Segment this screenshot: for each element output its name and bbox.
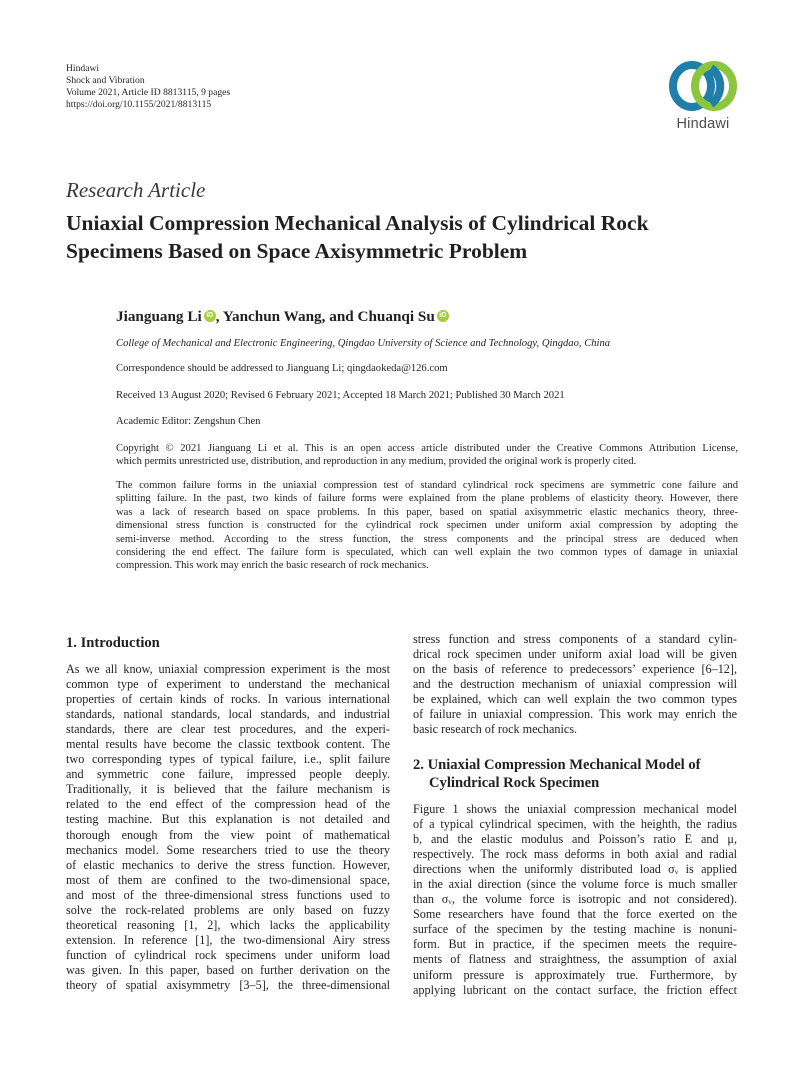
heading-line: 2. Uniaxial Compression Mechanical Model of	[413, 757, 701, 773]
publisher-name: Hindawi	[66, 63, 100, 74]
hindawi-wordmark: Hindawi	[676, 116, 730, 132]
author-name: Jianguang Li	[116, 308, 202, 325]
body-line: on the basis of reference to predecessors’ experience [6–12],	[413, 662, 737, 677]
body-line: applying lubricant on the contact surface, the friction effect	[413, 982, 737, 997]
body-line: in the axial direction (since the volume force is much smaller	[413, 877, 737, 892]
body-line: theory of spatial axisymmetry [3–5], the three-dimensional	[66, 977, 390, 992]
article-dates: Received 13 August 2020; Revised 6 February 2021; Accepted 18 March 2021; Published 30 March 2021	[116, 390, 565, 401]
academic-editor: Academic Editor: Zengshun Chen	[116, 416, 261, 427]
body-line: and symmetric cone failure, impressed people deeply.	[66, 767, 390, 782]
abstract	[116, 479, 738, 573]
copyright-line: which permits unrestricted use, distribution, and reproduction in any medium, provided the original work is properly cited.	[116, 456, 637, 468]
body-line: form. But in practice, if the specimen meets the require-	[413, 937, 737, 952]
body-line: drical rock specimen under uniform axial load will be given	[413, 647, 737, 662]
orcid-icon[interactable]	[204, 310, 216, 322]
heading-line: Cylindrical Rock Specimen	[429, 775, 600, 791]
body-line: standards, national standards, local standards, and industrial	[66, 707, 390, 722]
body-line: solve the rock-related problems are only based on fuzzy	[66, 902, 390, 917]
body-line: standards, there are clear test procedures, and the experi-	[66, 722, 390, 737]
orcid-icon[interactable]	[437, 310, 449, 322]
body-line: properties of certain kinds of rocks. In various international	[66, 692, 390, 707]
body-line: respectively. The rock mass deforms in both axial and radial	[413, 847, 737, 862]
copyright-line: Copyright © 2021 Jianguang Li et al. This is an open access article distributed under the Creative Commons Attribution License,	[116, 443, 738, 454]
body-line: mental results have become the classic textbook content. The	[66, 737, 390, 752]
journal-header	[66, 63, 230, 111]
body-line: theoretical reasoning [1, 2], which lacks the applicability	[66, 917, 390, 932]
body-line: testing machine. But this explanation is not detailed and	[66, 812, 390, 827]
doi-link[interactable]: https://doi.org/10.1155/2021/8813115	[66, 99, 212, 110]
body-line: surface of the specimen by the testing machine is nonuni-	[413, 922, 737, 937]
title-line: Uniaxial Compression Mechanical Analysis of Cylindrical Rock	[66, 211, 649, 235]
article-type: Research Article	[66, 178, 206, 202]
abstract-line: compression. This work may enrich the basic research of rock mechanics.	[116, 560, 429, 572]
title-line: Specimens Based on Space Axisymmetric Problem	[66, 239, 528, 263]
journal-name: Shock and Vibration	[66, 75, 145, 86]
body-line: Figure 1 shows the uniaxial compression mechanical model	[413, 802, 737, 816]
article-title	[66, 209, 746, 265]
body-line: of elastic mechanics to derive the stress function. However,	[66, 857, 390, 872]
author-list	[116, 308, 449, 326]
body-line: of failure in uniaxial compression. This work may enrich the	[413, 707, 737, 722]
body-line: and the destruction mechanism of uniaxial compression will	[413, 677, 737, 692]
body-line: most of them are confined to the two-dimensional space,	[66, 872, 390, 887]
body-line: than σᵥ, the volume force is isotropic and not considered).	[413, 892, 737, 907]
body-line: basic research of rock mechanics.	[413, 722, 578, 737]
body-line: thorough enough from the view point of mathematical	[66, 827, 390, 842]
abstract-line: was a lack of research based on space problems. In this paper, based on spatial axisymmetric elastic mechanics theory, three-	[116, 506, 738, 518]
copyright-notice	[116, 442, 738, 469]
abstract-line: dimensional stress function is constructed for the cylindrical rock specimen under uniform axial compression by adopting the	[116, 520, 738, 532]
affiliation: College of Mechanical and Electronic Engineering, Qingdao University of Science and Technology, Qingdao, China	[116, 338, 611, 349]
correspondence: Correspondence should be addressed to Jianguang Li; qingdaokeda@126.com	[116, 363, 448, 374]
body-line: As we all know, uniaxial compression experiment is the most	[66, 662, 390, 676]
abstract-line: considering the end effect. The failure form is speculated, which can well explain the two common types of damage in uniaxial	[116, 547, 738, 559]
body-line: uniform pressure is approximately true. Furthermore, by	[413, 967, 737, 982]
body-line: ments of flatness and straightness, the assumption of axial	[413, 952, 737, 967]
author-names: , Yanchun Wang, and Chuanqi Su	[215, 308, 435, 325]
body-line: extension. In reference [1], the two-dimensional Airy stress	[66, 932, 390, 947]
body-line: function of cylindrical rock specimens under uniform load	[66, 947, 390, 962]
body-line: stress function and stress components of a standard cylin-	[413, 632, 737, 646]
body-line: related to the end effect of the compression head of the	[66, 797, 390, 812]
body-line: b, and the elastic modulus and Poisson’s ratio E and μ,	[413, 832, 737, 847]
body-line: of a typical cylindrical specimen, with the heighth, the radius	[413, 817, 737, 832]
abstract-line: The common failure forms in the uniaxial compression test of standard cylindrical rock specimens are symmetric cone failure and	[116, 480, 738, 491]
body-line: was given. In this paper, based on further derivation on the	[66, 962, 390, 977]
volume-info: Volume 2021, Article ID 8813115, 9 pages	[66, 87, 231, 98]
section-heading-introduction: 1. Introduction	[66, 635, 160, 651]
hindawi-rings-icon	[664, 58, 742, 114]
abstract-line: semi-inverse method. According to the stress function, the stress components and the principal stress are deduced when	[116, 533, 738, 545]
body-line: mechanics model. Some researchers tried to use the theory	[66, 842, 390, 857]
introduction-left-column	[66, 662, 390, 993]
body-line: Some researchers have found that the force exerted on the	[413, 907, 737, 922]
body-line: common type of experiment to understand the mechanical	[66, 677, 390, 692]
body-line: and most of the three-dimensional stress functions used to	[66, 887, 390, 902]
body-line: Traditionally, it is believed that the failure mechanism is	[66, 782, 390, 797]
body-line: two corresponding types of typical failure, i.e., split failure	[66, 752, 390, 767]
model-right-column	[413, 802, 737, 998]
body-line: directions when the uniformly distributed load σᵥ is applied	[413, 862, 737, 877]
body-line: be explained, which can well explain the two common types	[413, 692, 737, 707]
abstract-line: splitting failure. In the past, two kinds of failure forms were explained from the plane problems of elasticity theory. However, there	[116, 493, 738, 505]
section-heading-model	[413, 756, 701, 792]
hindawi-logo	[664, 58, 742, 138]
introduction-right-column	[413, 632, 737, 737]
